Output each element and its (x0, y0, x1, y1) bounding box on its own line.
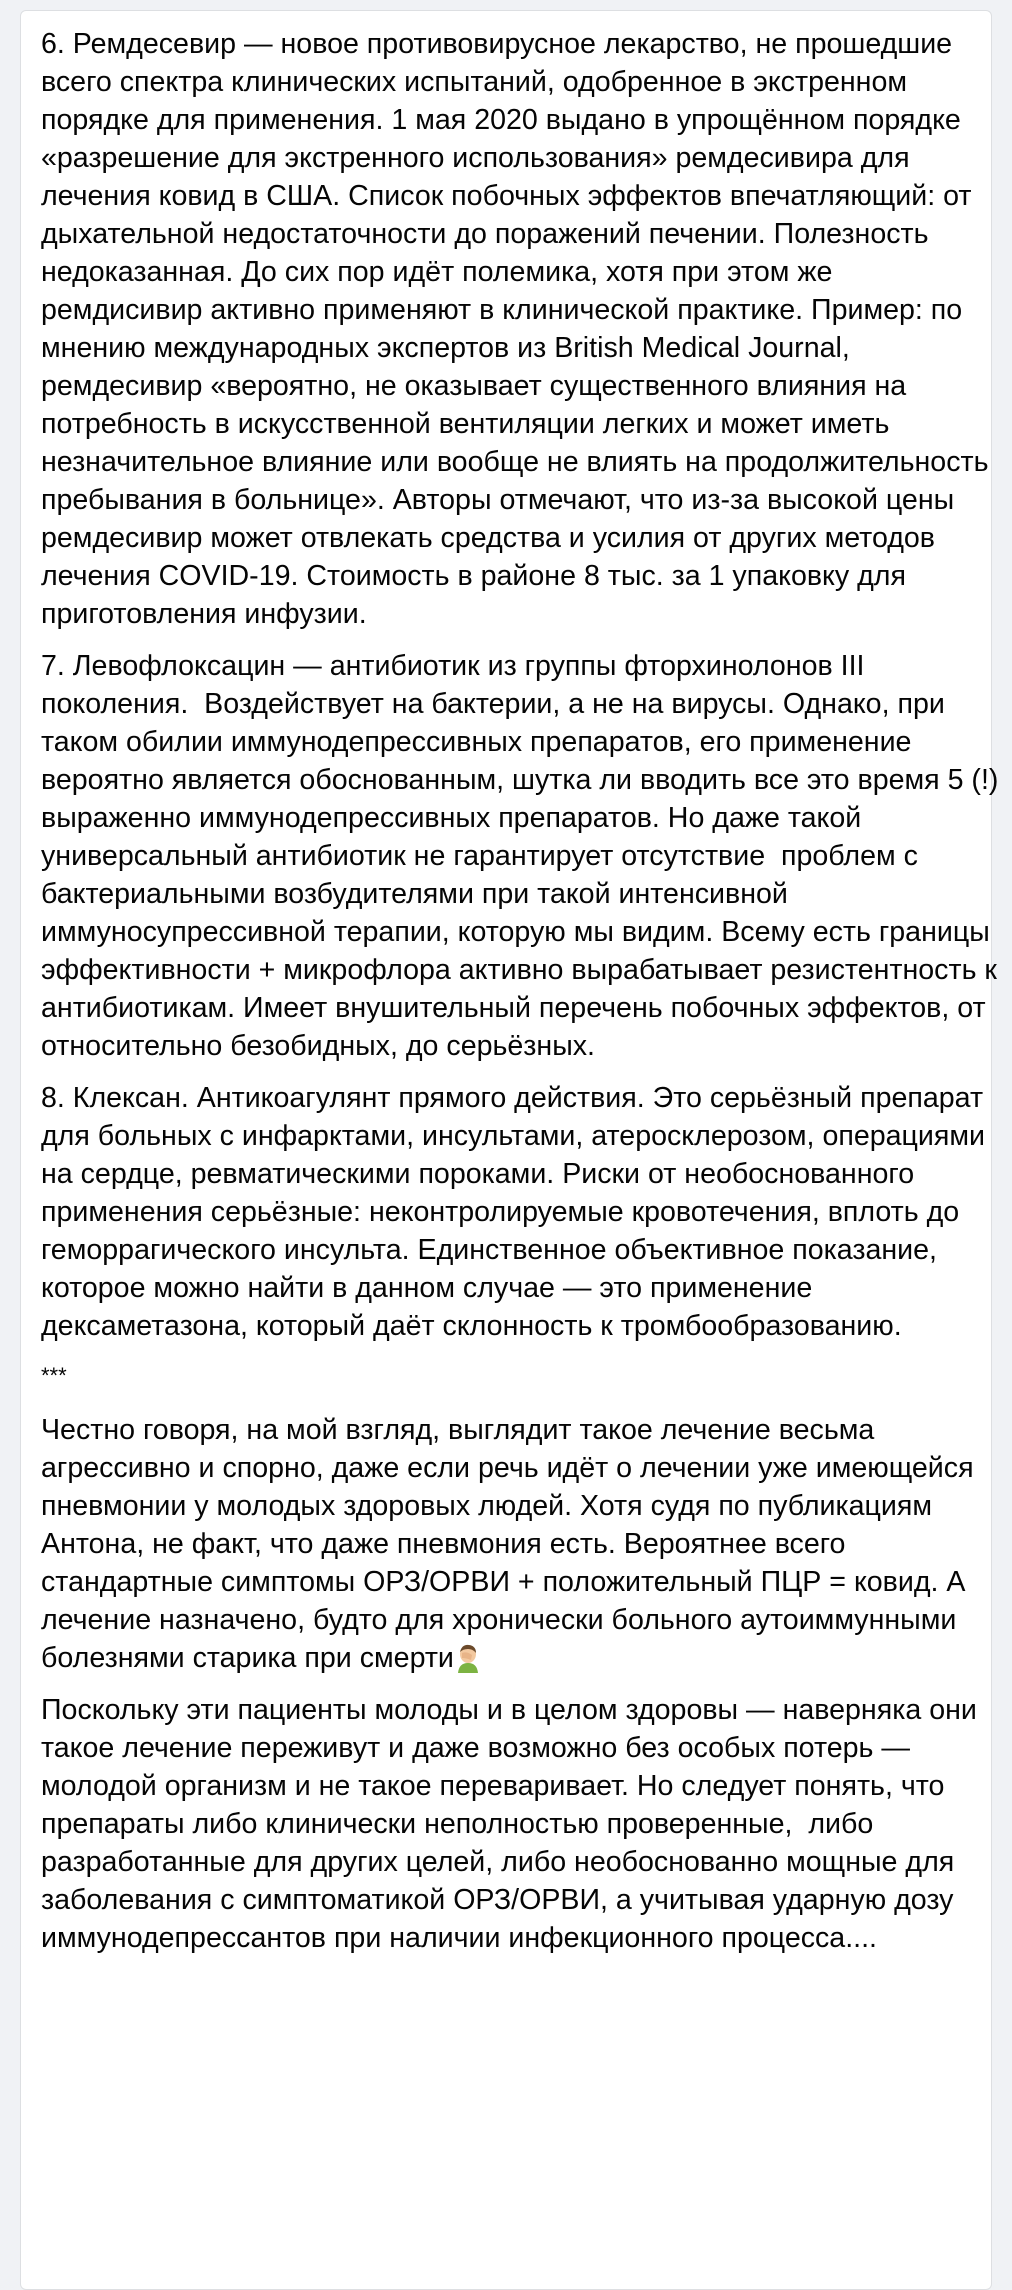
post-opinion-paragraph (41, 1411, 1001, 1677)
post-paragraph-6: 6. Ремдесевир — новое противовирусное лекарство, не прошедшие всего спектра клинических испытаний, одобренное в экстренном порядке для применения. 1 мая 2020 выдано в упрощённом порядке «разрешение для экстренного использования» ремдесивира для лечения ковид в США. Список побочных эффектов впечатляющий: от дыхательной недостаточности до поражений печении. Полезность недоказанная. До сих пор идёт полемика, хотя при этом же ремдисивир активно применяют в клинической практике. Пример: по мнению международных экспертов из British Medical Journal, ремдесивир «вероятно, не оказывает существенного влияния на потребность в искусственной вентиляции легких и может иметь незначительное влияние или вообще не влиять на продолжительность пребывания в больнице». Авторы отмечают, что из-за высокой цены ремдесивир может отвлекать средства и усилия от других методов лечения COVID-19. Стоимость в районе 8 тыс. за 1 упаковку для приготовления инфузии. (41, 28, 997, 630)
post-body (41, 25, 1007, 1971)
post-paragraph-8: 8. Клексан. Антикоагулянт прямого действия. Это серьёзный препарат для больных с инфарктами, инсультами, атеросклерозом, операциями на сердце, ревматическими пороками. Риски от необоснованного применения серьёзные: неконтролируемые кровотечения, вплоть до геморрагического инсульта. Единственное объективное показание, которое можно найти в данном случае — это применение дексаметазона, который даёт склонность к тромбообразованию. (41, 1082, 993, 1342)
face-palm-icon (456, 1643, 480, 1673)
post-paragraph-7: 7. Левофлоксацин — антибиотик из группы фторхинолонов III поколения. Воздействует на бактерии, а не на вирусы. Однако, при таком обилии иммунодепрессивных препаратов, его применение вероятно является обоснованным, шутка ли вводить все это время 5 (!) выраженно иммунодепрессивных препаратов. Но даже такой универсальный антибиотик не гарантирует отсутствие проблем с бактериальными возбудителями при такой интенсивной иммуносупрессивной терапии, которую мы видим. Всему есть границы эффективности + микрофлора активно вырабатывает резистентность к антибиотикам. Имеет внушительный перечень побочных эффектов, от относительно безобидных, до серьёзных. (41, 650, 1007, 1062)
post-separator: *** (41, 1363, 67, 1388)
post-conclusion-paragraph: Поскольку эти пациенты молоды и в целом здоровы — наверняка они такое лечение переживут и даже возможно без особых потерь — молодой организм и не такое переваривает. Но следует понять, что препараты либо клинически неполностью проверенные, либо разработанные для других целей, либо необоснованно мощные для заболевания с симптоматикой ОРЗ/ОРВИ, а учитывая ударную дозу иммунодепрессантов при наличии инфекционного процесса.... (41, 1694, 985, 1954)
post-card (20, 10, 1007, 2290)
post-opinion-text: Честно говоря, на мой взгляд, выглядит такое лечение весьма агрессивно и спорно, даже если речь идёт о лечении уже имеющейся пневмонии у молодых здоровых людей. Хотя судя по публикациям Антона, не факт, что даже пневмония есть. Вероятнее всего стандартные симптомы ОРЗ/ОРВИ + положительный ПЦР = ковид. А лечение назначено, будто для хронически больного аутоиммунными болезнями старика при смерти (41, 1414, 982, 1674)
